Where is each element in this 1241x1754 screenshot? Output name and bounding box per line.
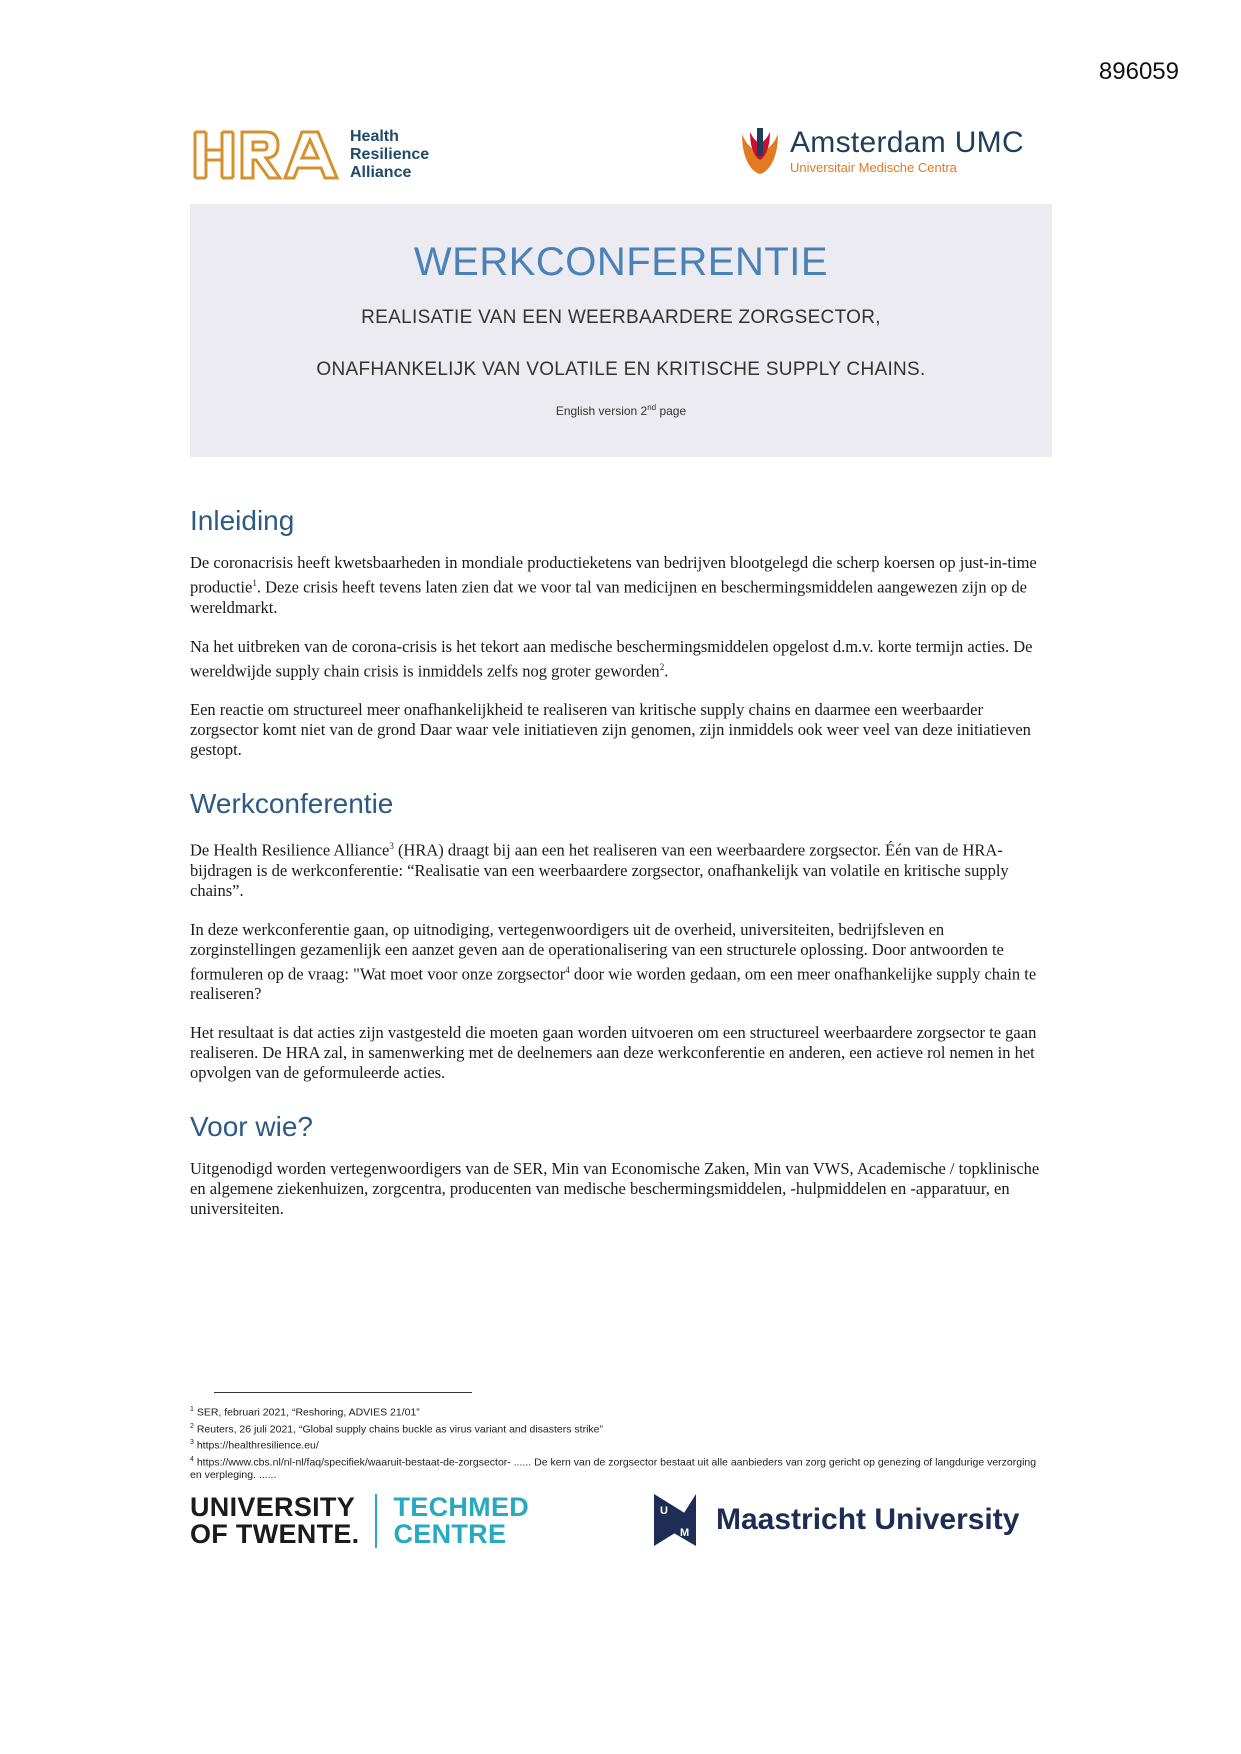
inleiding-paragraph-3: Een reactie om structureel meer onafhankelijkheid te realiseren van kritische supply chains en daarmee een weerbaarder zorgsector komt niet van de grond Daar waar vele initiatieven zijn genomen, zijn inmiddels ook weer veel van deze initiatieven gestopt. — [190, 700, 1031, 759]
werkconferentie-paragraph-3: Het resultaat is dat acties zijn vastgesteld die moeten gaan worden uitvoeren om een structureel weerbaardere zorgsector te gaan realiseren. De HRA zal, in samenwerking met de deelnemers aan deze werkconferentie en anderen, een actieve rol nemen in het opvolgen van de geformuleerde acties. — [190, 1023, 1037, 1082]
english-version-note: English version 2nd page — [555, 403, 687, 418]
heading-voor-wie: Voor wie? — [190, 1111, 313, 1142]
footnote-ref-2: 2 — [659, 661, 665, 672]
hra-logo-mark — [192, 128, 340, 182]
footnotes — [190, 1403, 1050, 1482]
hra-logo-line3: Alliance — [350, 164, 412, 181]
hra-logo-line2: Resilience — [350, 146, 430, 163]
banner-subtitle-1: REALISATIE VAN EEN WEERBAARDERE ZORGSECTOR, — [361, 307, 881, 328]
title-banner — [190, 204, 1052, 457]
section-voor-wie — [190, 1111, 1050, 1219]
document-id: 896059 — [1098, 58, 1179, 85]
heading-werkconferentie: Werkconferentie — [190, 788, 394, 819]
inleiding-paragraph-2: Na het uitbreken van de corona-crisis is het tekort aan medische beschermingsmiddelen opgelost d.m.v. korte termijn acties. De wereldwijde supply chain crisis is inmiddels zelfs nog groter geworden$^2$. — [190, 636, 1033, 680]
tulip-icon — [738, 126, 782, 176]
university-of-twente-logo — [190, 1494, 529, 1548]
page-title: WERKCONFERENTIE — [413, 240, 829, 284]
footnote-ref-3: 3 — [389, 841, 394, 851]
section-inleiding — [190, 505, 1050, 760]
umc-name: Amsterdam UMC — [790, 125, 1024, 159]
maastricht-university-name: Maastricht University — [716, 1503, 1020, 1536]
techmed-line-2: CENTRE — [393, 1519, 507, 1549]
ut-line-2: OF TWENTE. — [190, 1519, 360, 1549]
main-content — [190, 505, 1050, 1238]
logo-divider — [375, 1494, 377, 1548]
hra-logo-text — [350, 128, 429, 182]
ut-line-1: UNIVERSITY — [190, 1492, 356, 1522]
um-emblem-icon — [652, 1492, 698, 1548]
footnote-2: $^2$ Reuters, 26 juli 2021, “Global supply chains buckle as virus variant and disasters strike” — [190, 1422, 604, 1435]
heading-inleiding: Inleiding — [190, 505, 295, 536]
hra-logo — [192, 128, 429, 182]
svg-text:M: M — [680, 1527, 690, 1539]
werkconferentie-paragraph-1: De Health Resilience Alliance$^3$ (HRA) draagt bij aan een het realiseren van een weerbaardere zorgsector. Één van de HRA-bijdragen is de werkconferentie: “Realisatie van een weerbaardere zorgsector, onafhankelijk van volatile en kritische supply chains”. — [190, 840, 1009, 900]
hra-logo-line1: Health — [350, 128, 399, 145]
footnote-1: $^1$ SER, februari 2021, “Reshoring, ADVIES 21/01” — [190, 1406, 420, 1419]
voor-wie-paragraph-1: Uitgenodigd worden vertegenwoordigers van de SER, Min van Economische Zaken, Min van VWS, Academische / topklinische en algemene ziekenhuizen, zorgcentra, producenten van medische beschermingsmiddelen, -hulpmiddelen en -apparatuur, en universiteiten. — [190, 1159, 1040, 1218]
werkconferentie-paragraph-2: In deze werkconferentie gaan, op uitnodiging, vertegenwoordigers uit de overheid, universiteiten, bedrijfsleven en zorginstellingen gezamenlijk een aanzet geven aan de operationalisering van een structurele oplossing. Door antwoorden te formuleren op de vraag: "Wat moet voor onze zorgsector$^4$ door wie worden gedaan, om een meer onafhankelijke supply chain te realiseren? — [190, 919, 1037, 1003]
banner-subtitle-2: ONAFHANKELIJK VAN VOLATILE EN KRITISCHE SUPPLY CHAINS. — [316, 359, 926, 380]
footnote-ref-1: 1 — [252, 578, 257, 588]
section-werkconferentie — [190, 788, 1050, 1083]
footnote-ref-4: 4 — [565, 964, 570, 975]
footnote-3: $^3$ https://healthresilience.eu/ — [190, 1439, 319, 1452]
inleiding-paragraph-1: De coronacrisis heeft kwetsbaarheden in mondiale productieketens van bedrijven blootgelegd die scherp koersen op just-in-time productie$^1$. Deze crisis heeft tevens laten zien dat we voor tal van medicijnen en beschermingsmiddelen aangewezen zijn op de wereldmarkt. — [190, 553, 1037, 617]
maastricht-university-logo — [652, 1492, 1019, 1548]
umc-subtitle: Universitair Medische Centra — [790, 159, 957, 175]
techmed-line-1: TECHMED — [393, 1492, 530, 1522]
footnote-4: $^4$ https://www.cbs.nl/nl-nl/faq/specifiek/waaruit-bestaat-de-zorgsector- ...... De kern van de zorgsector bestaat uit alle aanbieders van zorg gericht op genezing of langdurige verzorging en verpleging. ...... — [190, 1455, 1037, 1481]
footnote-divider — [214, 1392, 472, 1393]
amsterdam-umc-logo — [738, 126, 1024, 176]
svg-text:U: U — [660, 1505, 668, 1517]
